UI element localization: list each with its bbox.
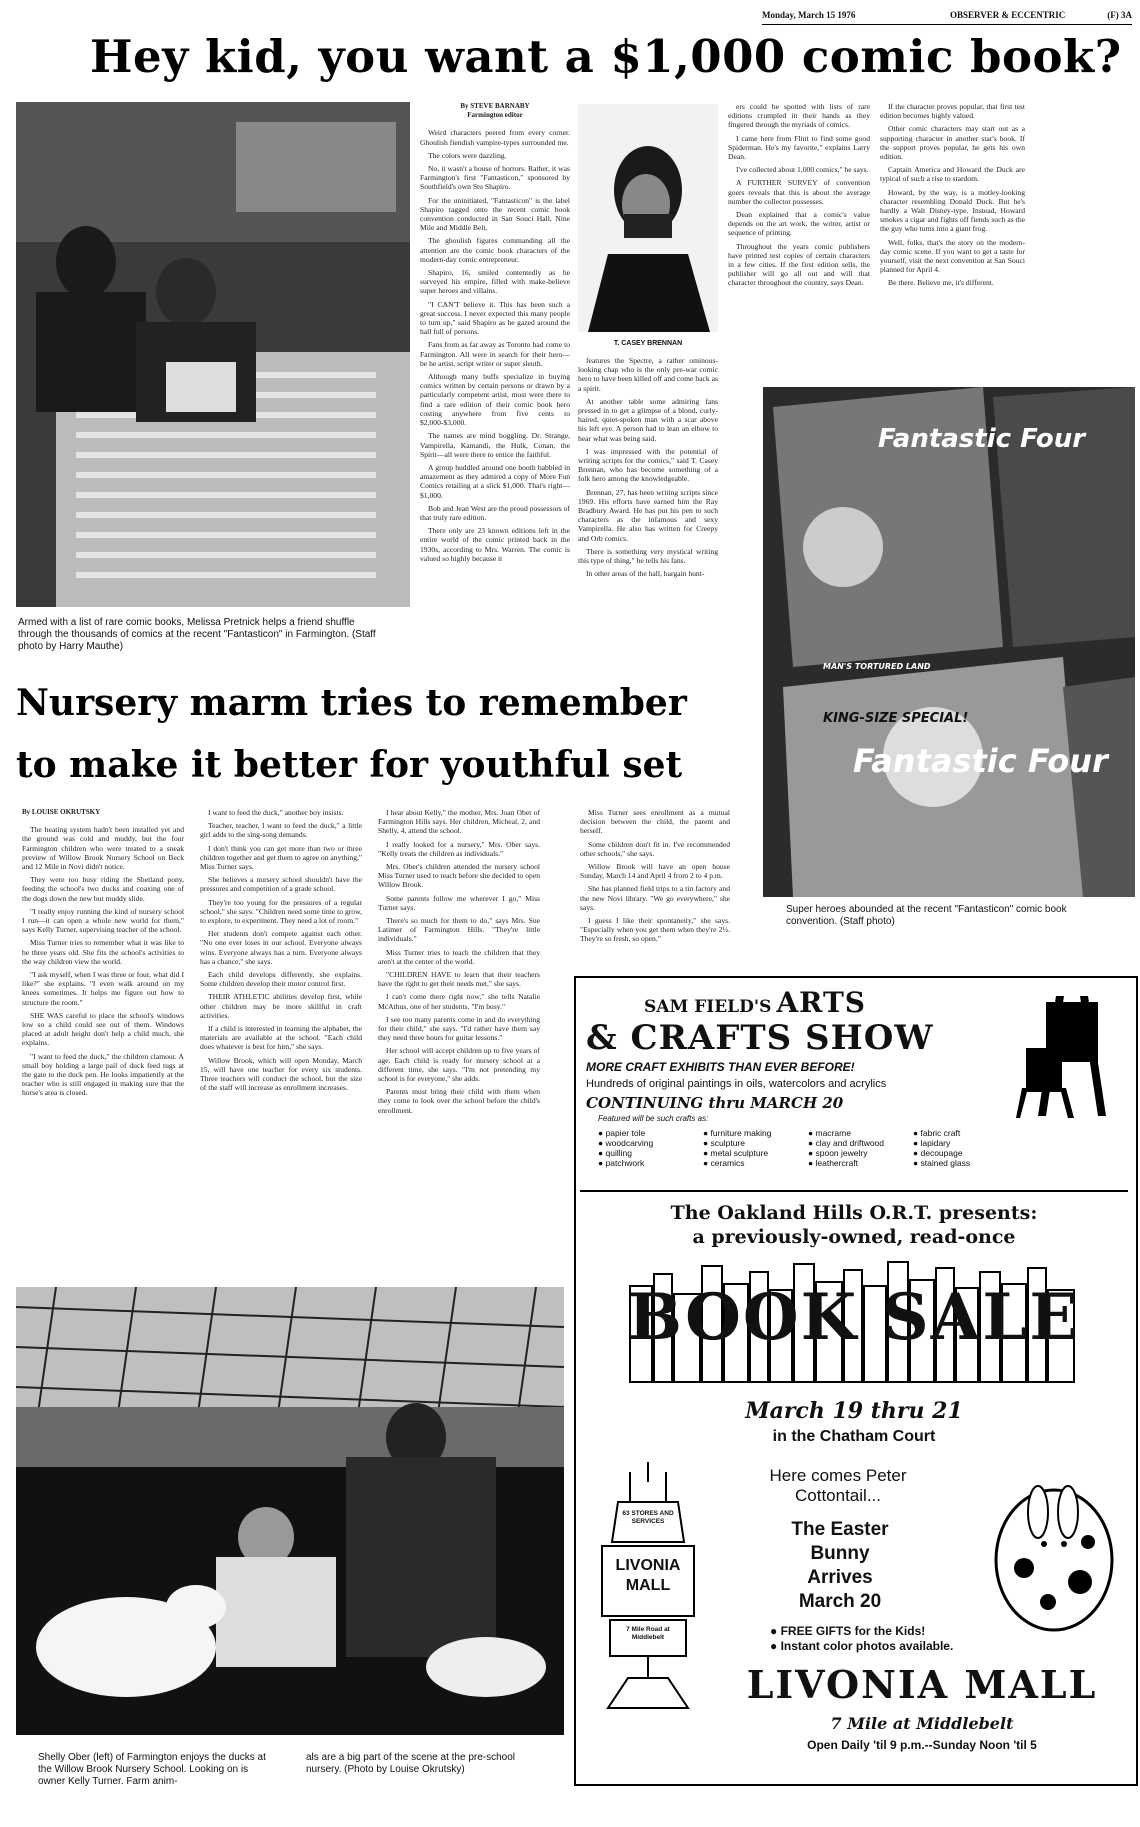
mall-ad-name: LIVONIA MALL: [746, 1662, 1098, 1707]
paragraph: Although many buffs specialize in buying comics written by certain persons or drawn by a particularly competent artist, most were there to find a rare edition of their comic book hero costing anywhere from five cents to $2,000-$3,000.: [420, 372, 570, 428]
paragraph: Weird characters peered from every corner. Ghoulish fiendish vampire-types surrounded me.: [420, 128, 570, 147]
masthead-rule: [762, 24, 1132, 25]
paragraph: Throughout the years comic publishers have printed test copies of certain characters in a few cities. If the first edition sells, the publisher will go all out and will that character throughout the country, says Dean.: [728, 241, 870, 288]
bunny-line: Bunny: [810, 1543, 870, 1564]
bunny-line: March 20: [798, 1591, 882, 1612]
craft-item: ● stained glass: [913, 1158, 971, 1168]
easter-egg-bunny-icon: [988, 1482, 1120, 1632]
nursery-photo-caption-left: Shelly Ober (left) of Farmington enjoys the ducks at the Willow Brook Nursery School. Looking on is owner Kelly Turner. Farm anim-: [38, 1752, 266, 1787]
paragraph: For the uninitiated, "Fantasticon" is the label Shapiro tagged onto the recent comic book convention conducted in San Souci Hall, Nine Mile and Middle Belt.: [420, 195, 570, 233]
paragraph: I can't come there right now," she tells Natalie McAthus, one of her students. "I'm busy.": [378, 992, 540, 1011]
paragraph: Howard, by the way, is a motley-looking character resembling Donald Duck. But he's hardly a Walt Disney-type. Instead, Howard smokes a cigar and fights off fiends such as the the guy who turns into a giant frog.: [880, 187, 1025, 234]
paragraph: There's so much for them to do," says Mrs. Sue Latimer of Farmington Hills. "They're little individuals.": [378, 916, 540, 944]
story1-headline: Hey kid, you want a $1,000 comic book?: [90, 30, 1122, 83]
paragraph: Fans from as far away as Toronto had come to Farmington. All were in search for their hero—be he artist, script writer or super sleuth.: [420, 340, 570, 368]
arts-ad-title: & CRAFTS SHOW: [586, 1018, 934, 1058]
easel-icon: [1016, 988, 1124, 1118]
paragraph: She believes a nursery school shouldn't have the pressures and competition of a grade school.: [200, 875, 362, 894]
paragraph: I was impressed with the potential of writing scripts for the comics," said T. Casey Brennan, who has become something of a folk hero among the knowledgeable.: [578, 446, 718, 484]
paragraph: Some children don't fit in. I've recommended other schools," she says.: [580, 839, 730, 858]
story2-column-2: [200, 808, 362, 1258]
book-sale-ad: [580, 1198, 1128, 1458]
brennan-portrait: [578, 104, 718, 332]
bullet-item: ● Instant color photos available.: [770, 1639, 954, 1653]
paragraph: I hear about Kelly," the mother, Mrs. Joan Ober of Farmington Hills says. Her children, Micheal, 2, and Shelly, 4, attend the school.: [378, 808, 540, 836]
arts-crafts-ad: [580, 982, 1128, 1182]
masthead-paper: OBSERVER & ECCENTRIC: [950, 10, 1066, 20]
masthead-page: (F) 3A: [1107, 10, 1132, 20]
paragraph: Teacher, teacher, I want to feed the duck," a little girl adds to the sing-song demands.: [200, 821, 362, 840]
brennan-portrait-caption: T. CASEY BRENNAN: [613, 340, 683, 347]
bunny-line: The Easter: [791, 1519, 889, 1540]
paragraph: I came here from Flint to find some good Spiderman. He's my favorite," explains Larry Dean.: [728, 133, 870, 162]
arts-ad-sponsor: SAM FIELD'S: [644, 997, 772, 1017]
paragraph: THEIR ATHLETIC abilities develop first, while other children may be more skillful in craft activities.: [200, 992, 362, 1020]
story1-byline-role: Farmington editor: [467, 111, 523, 120]
paragraph: "I ask myself, when I was three or four, what did I like?" she explains. "I even walk around on my knees sometimes. It helps me figure out how to structure the room.": [22, 970, 184, 1007]
paragraph: "CHILDREN HAVE to learn that their teachers have the right to get their needs met," she says.: [378, 970, 540, 989]
book-ad-dates: March 19 thru 21: [745, 1398, 963, 1424]
paragraph: I see too many parents come in and do everything for their child," she says. "I'd rather have them say they need three hours for guitar lessons.": [378, 1014, 540, 1043]
story2-headline-line-1: Nursery marm tries to remember: [16, 682, 687, 724]
comic-books-photo: [763, 387, 1135, 897]
paragraph: Willow Brook will have an open house Sunday, March 14 and April 4 from 2 to 4 p.m.: [580, 862, 730, 881]
nursery-photo-caption-right: als are a big part of the scene at the pre-school nursery. (Photo by Louise Okrutsky): [306, 1752, 516, 1775]
craft-item: ● sculpture: [703, 1138, 745, 1148]
comic-shop-photo-caption: Armed with a list of rare comic books, Melissa Pretnick helps a friend shuffle through the thousands of comics at the recent "Fantasticon" in Farmington. (Staff photo by Harry Mauthe): [18, 617, 376, 652]
paragraph: I really looked for a nursery," Mrs. Ober says. "Kelly treats the children as individuals.": [378, 839, 540, 858]
paragraph: A FURTHER SURVEY of convention goers reveals that this is about the average number the collector possesses.: [728, 178, 870, 206]
paragraph: I don't think you can get more than two or three children together and get them to agree on anything," Miss Turner says.: [200, 843, 362, 872]
craft-item: ● leathercraft: [808, 1158, 859, 1168]
craft-item: ● papier tole: [598, 1128, 646, 1138]
book-sale-banner: BOOK SALE: [627, 1280, 1081, 1355]
paragraph: The colors were dazzling.: [428, 150, 507, 160]
story2-column-4: [580, 808, 730, 968]
story2-byline: By LOUISE OKRUTSKY: [22, 808, 101, 816]
craft-item: ● clay and driftwood: [808, 1138, 885, 1148]
paragraph: Well, folks, that's the story on the modern-day comic scene. If you want to get a taste for yourself, visit the next convention at San Souci planned for April 4.: [880, 237, 1025, 275]
story2-column-1: [22, 808, 184, 1258]
arts-ad-featured: Featured will be such crafts as:: [598, 1114, 709, 1123]
story1-column-4: [880, 102, 1025, 372]
paragraph: Her students don't compete against each other. "No one ever loses in our school. Everyone always wins. Everyone always has a turn. Everyone always has a chance," she says.: [200, 929, 362, 966]
book-ad-presenter: The Oakland Hills O.R.T. presents:: [670, 1202, 1038, 1224]
ad-divider: [580, 1190, 1128, 1192]
paragraph: Each child develops differently, she explains. Some children develop their motor control first.: [200, 970, 362, 989]
paragraph: I want to feed the duck," another boy insists.: [208, 808, 344, 817]
comic-tagline-text: MAN'S TORTURED LAND: [823, 662, 931, 671]
easter-bunny-text: [750, 1518, 930, 1614]
paragraph: "I want to feed the duck," the children clamour. A small boy holding a large pail of duck feed tugs at the gate to the duck pen. He looks impatiently at the teacher who is still engaged in making sure that the horse's area is closed.: [22, 1051, 184, 1098]
paragraph: Parents must bring their child with them when they come to look over the school before the child's enrollment.: [378, 1087, 540, 1115]
paragraph: Her school will accept children up to five years of age. Each child is ready for nursery school at a different time, she says. "I'm not pretending my school is for everyone," she adds.: [378, 1046, 540, 1084]
paragraph: Some parents follow me wherever I go," Miss Turner says.: [378, 893, 540, 912]
paragraph: "I really enjoy running the kind of nursery school I run—it can open a whole new world for them," says Kelly Turner, supervising teacher of the school.: [22, 906, 184, 935]
mall-sign-name: LIVONIA MALL: [615, 1557, 681, 1594]
arts-ad-arts: ARTS: [776, 986, 867, 1019]
paragraph: "I CAN'T believe it. This has been such a great success. I never expected this many people to turn up," said Shapiro as he gazed around the hall full of persons.: [420, 299, 570, 337]
paragraph: The names are mind boggling. Dr. Strange, Vampirella, Kamandi, the Hulk, Conan, the Spirit—all were there to entice the faithful.: [420, 431, 570, 459]
craft-item: ● ceramics: [703, 1158, 745, 1168]
paragraph: SHE WAS careful to place the school's windows low so a child could see out of them. Windows placed at adult height don't help a child much, she explains.: [22, 1010, 184, 1048]
mall-ad-bullets: [770, 1624, 990, 1654]
paragraph: Miss Turner tries to teach the children that they aren't at the center of the world.: [378, 947, 540, 966]
paragraph: There only are 23 known editions left in the entire world of the comic printed back in the 1930s, according to Mrs. Warren. The comic is valued so highly because it: [420, 526, 570, 563]
paragraph: Be there. Believe me, it's different.: [888, 278, 994, 288]
paragraph: Willow Brook, which will open Monday, March 15, will have one teacher for every six students. Three teachers will conduct the school, but the size of the staff will increase as enrollment increases.: [200, 1055, 362, 1093]
paragraph: Brennan, 27, has been writing scripts since 1969. His efforts have earned him the Ray Bradbury Award. He has put his pen to such characters as the infamous and sexy Vampirella. He also has written for Creepy and Orb comics.: [578, 487, 718, 543]
paragraph: No, it wasn't a house of horrors. Rather, it was Farmington's first "Fantasticon," sponsored by Southfield's own Stu Shapiro.: [420, 164, 570, 192]
paragraph: Captain America and Howard the Duck are typical of such a rise to stardom.: [880, 165, 1025, 184]
mall-sign-stores: 63 STORES AND SERVICES: [622, 1510, 674, 1525]
craft-item: ● macrame: [808, 1128, 851, 1138]
story2-headline-line-2: to make it better for youthful set: [16, 744, 683, 786]
paragraph: There is something very mystical writing this type of thing," he tells his fans.: [578, 546, 718, 566]
paragraph: Dean explained that a comic's value depends on the art work, the writer, artist or sequence of printing.: [728, 210, 870, 238]
masthead: [762, 10, 1132, 22]
paragraph: A group huddled around one booth babbled in amazement as they admired a copy of More Fun Comics retailing at a slick $1,000. That's right—$1,000.: [420, 462, 570, 500]
paragraph: She has planned field trips to a tin factory and the new Novi library. "We go everywhere," she says.: [580, 884, 730, 912]
bullet-item: ● FREE GIFTS for the Kids!: [770, 1624, 926, 1638]
craft-item: ● decoupage: [913, 1148, 963, 1158]
mall-sign-location: 7 Mile Road at Middlebelt: [626, 1626, 670, 1641]
comic-shop-photo: [16, 102, 410, 607]
paragraph: I guess I like their spontaneity," she says. "Especially when you get them when they're 2½. They're so fresh, so open.": [580, 916, 730, 944]
nursery-duck-photo: [16, 1287, 564, 1735]
masthead-date: Monday, March 15 1976: [762, 10, 856, 20]
paragraph: At another table some admiring fans pressed in to get a glimpse of a blond, curly-haired, quiet-spoken man with a scar above his left eye. A person had to lean an elbow to hear what was being said.: [578, 396, 718, 443]
mall-sign: [588, 1462, 708, 1712]
paragraph: They were too busy riding the Shetland pony, feeding the school's two ducks and coaxing one of the dogs down the new but muddy slide.: [22, 875, 184, 903]
paragraph: Miss Turner tries to remember what it was like to be three years old. She fits the school's activities to the way children view the world.: [22, 938, 184, 966]
paragraph: In other areas of the hall, bargain hunt-: [586, 569, 705, 579]
story1-column-1: [420, 102, 570, 657]
craft-item: ● patchwork: [598, 1158, 645, 1168]
paragraph: Bob and Jean West are the proud possessors of that truly rare edition.: [420, 503, 570, 522]
arts-ad-dates: CONTINUING thru MARCH 20: [586, 1094, 844, 1112]
paragraph: Shapiro, 16, smiled contentedly as he surveyed his empire, filled with make-believe super heroes and villains.: [420, 268, 570, 296]
crafts-list: [598, 1128, 1018, 1168]
craft-item: ● fabric craft: [913, 1128, 961, 1138]
story2-column-3: [378, 808, 540, 1258]
craft-item: ● quilling: [598, 1148, 632, 1158]
book-ad-tagline: a previously-owned, read-once: [692, 1226, 1016, 1248]
comic-title-text: Fantastic Four: [878, 424, 1086, 454]
craft-item: ● woodcarving: [598, 1138, 654, 1148]
book-ad-location: in the Chatham Court: [772, 1428, 936, 1445]
craft-item: ● furniture making: [703, 1128, 772, 1138]
paragraph: I've collected about 1,000 comics," he says.: [736, 165, 869, 175]
paragraph: Miss Turner sees enrollment as a mutual decision between the child, the parent and herself.: [580, 808, 730, 836]
mall-ad-intro: Here comes Peter Cottontail...: [769, 1466, 907, 1505]
comic-books-photo-caption: Super heroes abounded at the recent "Fantasticon" comic book convention. (Staff photo): [786, 904, 1067, 927]
arts-ad-paintings: Hundreds of original paintings in oils, watercolors and acrylics: [586, 1078, 887, 1090]
story1-byline: By STEVE BARNABY: [460, 102, 530, 110]
story1-column-2: [578, 356, 718, 656]
story1-column-3: [728, 102, 870, 372]
paragraph: Other comic characters may start out as a supporting character in another star's book. If the support proves popular, he gets his own edition.: [880, 124, 1025, 162]
craft-item: ● spoon jewelry: [808, 1148, 868, 1158]
paragraph: Mrs. Ober's children attended the nursery school Miss Turner used to teach before she decided to open Willow Brook.: [378, 862, 540, 890]
paragraph: They're too young for the pressures of a regular school," she says. "Children need some time to grow, to explore, to experiment. They need a lot of room.": [200, 897, 362, 926]
paragraph: If the character proves popular, that first test edition becomes highly valued.: [880, 102, 1025, 121]
paragraph: The heating system hadn't been installed yet and the ground was cold and muddy, but the four Farmington children who were treated to a sneak preview of Willow Brook Nursery School on Beck and 12 Mile in Novi didn't notice.: [22, 825, 184, 872]
craft-item: ● metal sculpture: [703, 1148, 769, 1158]
paragraph: ers could be spotted with lists of rare editions crumpled in their hands as they fingered through the myriads of comics.: [728, 102, 870, 130]
comic-banner-text: KING-SIZE SPECIAL!: [823, 711, 969, 726]
craft-item: ● lapidary: [913, 1138, 951, 1148]
paragraph: If a child is interested in learning the alphabet, the materials are available at the school. "Each child does whatever is best for him," she says.: [200, 1024, 362, 1052]
comic-title-text: Fantastic Four: [853, 742, 1108, 780]
arts-ad-subtitle: MORE CRAFT EXHIBITS THAN EVER BEFORE!: [586, 1060, 855, 1074]
livonia-mall-ad: [580, 1462, 1128, 1780]
paragraph: The ghoulish figures commanding all the attention are the comic book characters of the modern-day comic entrepreneur.: [420, 236, 570, 264]
bunny-line: Arrives: [807, 1567, 873, 1588]
mall-ad-hours: Open Daily 'til 9 p.m.--Sunday Noon 'til 5: [807, 1738, 1037, 1752]
paragraph: features the Spectre, a rather ominous-looking chap who is the only pre-war comic hero to have been killed off and come back as a spirit.: [578, 356, 718, 393]
mall-ad-location: 7 Mile at Middlebelt: [830, 1714, 1014, 1733]
